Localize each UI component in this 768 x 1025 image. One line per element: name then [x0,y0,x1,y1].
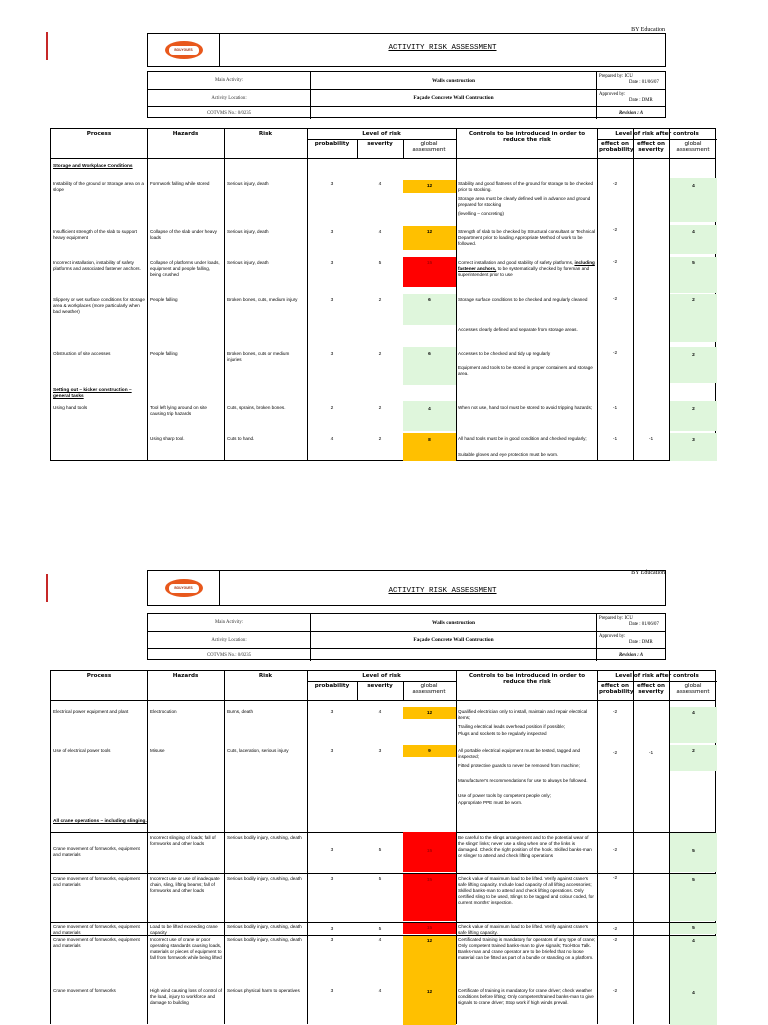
col-global-after: global assessment [676,683,710,696]
severity-cell: 5 [378,877,382,882]
risk-cell: Serious injury, death [227,260,269,265]
risk-cell: Serious injury, death [227,181,269,186]
probability-cell: 4 [330,437,334,442]
location-label: Activity Location: [211,637,247,643]
global-after-cell: 5 [692,877,695,883]
process-cell: Crane movement of formworks, equipment and materials [53,876,140,887]
global-after-cell: 2 [692,352,695,358]
control-text: Manufacturer's recommendations for use to always be followed. [458,778,588,783]
risk-cell: Serious bodily injury, crushing, death [227,937,302,942]
global-cell: 15 [426,926,433,931]
probability-cell: 3 [330,298,334,303]
global-cell: 4 [428,406,431,412]
global-after-cell: 4 [692,990,695,996]
risk-cell: Broken bones, cuts, medium injury [227,297,298,302]
logo-icon: BOUYGUES [165,579,203,597]
document-title: ACTIVITY RISK ASSESSMENT [388,44,497,52]
info-box [147,71,666,118]
probability-cell: 3 [330,749,334,754]
col-probability: probability [314,141,350,147]
page-margin-mark [46,574,48,602]
revision: Revision : A [596,649,665,661]
location-value: Façade Concrete Wall Contruction [310,632,596,648]
global-cell: 12 [426,229,433,235]
page-1 [0,0,768,470]
probability-cell: 3 [330,848,334,853]
probability-cell: 3 [330,989,334,994]
global-cell: 15 [426,848,433,854]
risk-cell: Serious bodily injury, crushing, death [227,876,302,881]
process-cell: Crane movement of formworks, equipment and materials [53,924,140,935]
risk-cell: Serious injury, death [227,229,269,234]
severity-cell: 5 [378,261,382,266]
process-cell: Crane movement of formworks, equipment and materials [53,937,140,948]
control-text: All hand tools must be in good condition and checked regularly; [458,436,587,441]
col-level-of-risk: Level of risk [362,673,401,679]
col-risk: Risk [258,673,273,679]
process-cell: Use of electrical power tools [53,748,111,753]
col-hazards: Hazards [172,673,199,679]
control-text: Storage surface conditions to be checked and regularly cleaned [458,297,588,302]
global-after-cell: 2 [692,748,695,754]
control-text: Use of power tools by competent people only; [458,793,551,798]
hazard-cell: Using sharp tool. [150,436,185,441]
prepared-by: Prepared by: ICU Date : 01/06/07 [596,614,665,631]
cotvms-number: COTVMS No.: 0/0235 [206,110,252,116]
hazard-cell: High wind causing loss of control of the load, injury to workforce and damage to building [150,988,223,1005]
risk-cell: Serious bodily injury, crushing, death [227,835,302,840]
probability-cell: 3 [330,710,334,715]
effect-severity-cell: -1 [648,437,654,442]
risk-cell: Cuts, sprains, broken bones. [227,405,286,410]
main-activity-label: Main Activity: [214,620,244,625]
org-label: BY Education [631,570,665,576]
probability-cell: 3 [330,877,334,882]
control-text: Suitable gloves and eye protection must be worn. [458,452,559,457]
col-effect-severity: effect on severity [637,683,665,696]
hazard-cell: Load to be lifted exceeding crane capacity [150,924,218,935]
col-effect-probability: effect on probability [599,683,634,696]
global-after-cell: 5 [692,848,695,854]
severity-cell: 2 [378,406,382,411]
control-text: Correct installation and good stability of safety platforms, including fastener anchors, to be systematically checked by foreman and superintendent prior to use [458,260,595,277]
global-after-cell: 4 [692,710,695,716]
probability-cell: 3 [330,261,334,266]
control-text: Appropriate PPE must be worn. [458,800,523,805]
section-heading: Storage and Workplace Conditions [53,164,133,169]
effect-probability-cell: -2 [612,182,618,187]
process-cell: Insufficient strength of the slab to support heavy equipment [53,229,137,240]
process-cell: Crane movement of formworks [53,988,116,993]
global-cell: 12 [426,989,433,995]
effect-probability-cell: -1 [612,437,618,442]
global-cell: 12 [426,710,433,716]
effect-probability-cell: -2 [612,848,618,853]
risk-cell: Broken bones, cuts or medium injuries [227,351,290,362]
control-text: Storage area must be clearly defined well in advance and ground prepared for stocking [458,196,591,207]
risk-table-1 [50,128,716,461]
approved-by: Approved by: Date : DMR [596,90,665,106]
col-hazards: Hazards [172,131,199,137]
probability-cell: 3 [330,230,334,235]
control-text: Be careful to the slings arrangement and to the potential wear of the slings' links; never use a sling when one of the links is damaged. Check the right position of the hook. Skilled banks-man or slinger to attend and check lifting operations [458,835,592,858]
control-text: Stability and good flatness of the ground for storage to be checked prior to stocking. [458,181,594,192]
page-margin-mark [46,32,48,60]
revision: Revision : A [596,107,665,119]
col-effect-probability: effect on probability [599,141,634,154]
document-title: ACTIVITY RISK ASSESSMENT [388,587,497,595]
global-cell: 6 [428,297,431,303]
severity-cell: 2 [378,352,382,357]
col-probability: probability [314,683,350,689]
effect-probability-cell: -2 [612,710,618,715]
page-2 [0,560,768,1024]
effect-probability-cell: -2 [612,751,618,756]
hazard-cell: Misuse [150,748,165,753]
effect-probability-cell: -2 [612,938,618,943]
control-text: Trailing electrical leads overhead position if possible; [458,724,566,729]
control-text: Qualified electrician only to install, maintain and repair electrical items; [458,709,588,720]
process-cell: Electrical power equipment and plant [53,709,129,714]
global-after-cell: 4 [692,938,695,944]
probability-cell: 3 [330,352,334,357]
global-after-cell: 2 [692,297,695,303]
col-controls: Controls to be introduced in order to reduce the risk [468,131,586,144]
effect-probability-cell: -2 [612,228,618,233]
col-global-after: global assessment [676,141,710,154]
section-heading: Setting out – kicker construction – general tasks [53,388,132,399]
global-after-cell: 3 [692,437,695,443]
effect-probability-cell: -2 [612,989,618,994]
hazard-cell: Formwork falling while stored [150,181,210,186]
global-after-cell: 4 [692,183,695,189]
control-text: Accesses clearly defined and separate from storage areas. [458,327,578,332]
risk-cell: Serious bodily injury, crushing, death [227,924,302,929]
global-cell: 6 [428,351,431,357]
severity-cell: 4 [378,938,382,943]
global-cell: 12 [426,184,433,189]
probability-cell: 3 [330,938,334,943]
hazard-cell: Collapse of the slab under heavy loads [150,229,217,240]
effect-probability-cell: -2 [612,297,618,302]
risk-cell: Serious physical harm to operatives [227,988,300,993]
control-text: Accesses to be checked and tidy up regularly [458,351,551,356]
process-cell: Using hand tools [53,405,88,410]
severity-cell: 4 [378,710,382,715]
process-cell: Instability of the ground or Storage area on a slope [53,181,144,192]
effect-severity-cell: -1 [648,751,654,756]
hazard-cell: People falling [150,351,178,356]
logo [148,34,220,66]
control-text: Certificate of training is mandatory for crane driver; check weather conditions before lifting; Only competent/trained banks-man to give signals to crane driver; Stop work if high winds prevail. [458,988,594,1005]
hazard-cell: Incorrect slinging of loads; fall of formworks and other loads [150,835,216,846]
global-cell: 8 [428,437,431,443]
hazard-cell: Collapse of platforms under loads, equipment and people falling, being crushed [150,260,220,277]
control-text: All portable electrical equipment must be tested, tagged and inspected; [458,748,581,759]
severity-cell: 4 [378,182,382,187]
control-text: Certificated training is mandatory for operators of any type of crane; Only competent trained banks-man to give signals; Tool-Box Talk. Banks-man and crane operator are to be briefed that no loose material can be fitted as part of a bundle or standing on a platform. [458,937,596,960]
col-after-controls: Level of risk after controls [615,673,699,679]
process-cell: Crane movement of formworks, equipment and materials [53,846,140,857]
severity-cell: 2 [378,437,382,442]
main-activity-value: Walls construction [310,72,596,89]
effect-probability-cell: -2 [612,927,618,932]
probability-cell: 2 [330,406,334,411]
col-process: Process [86,131,112,137]
approved-by: Approved by: Date : DMR [596,632,665,648]
global-after-cell: 2 [692,406,695,412]
process-cell: Slippery or wet surface conditions for storage area & workplaces (more particularly when bad weather) [53,297,145,314]
col-level-of-risk: Level of risk [362,131,401,137]
process-cell: Incorrect installation, instability of safety platforms and associated fastener anchors. [53,260,141,271]
col-risk: Risk [258,131,273,137]
prepared-by: Prepared by: ICU Date : 01/06/07 [596,72,665,89]
global-cell: 15 [426,877,433,883]
severity-cell: 5 [378,927,382,932]
col-severity: severity [367,683,393,689]
global-after-cell: 4 [692,229,695,235]
risk-table-2 [50,670,716,1024]
control-text: Equipment and tools to be stored in proper containers and storage area. [458,365,593,376]
severity-cell: 4 [378,230,382,235]
control-text: Strength of slab to be checked by Structural consultant or Technical Department prior to loading Appropriate Method of work to be followed. [458,229,596,246]
effect-probability-cell: -2 [612,876,618,881]
probability-cell: 3 [330,927,334,932]
col-after-controls: Level of risk after controls [615,131,699,137]
effect-probability-cell: -2 [612,260,618,265]
risk-cell: Cuts, laceration, serious injury [227,748,289,753]
main-activity-label: Main Activity: [214,78,244,83]
severity-cell: 3 [378,749,382,754]
logo [148,571,220,605]
effect-probability-cell: -2 [612,351,618,356]
global-cell: 12 [426,938,433,944]
col-controls: Controls to be introduced in order to reduce the risk [468,673,586,686]
global-cell: 15 [426,260,433,266]
location-value: Façade Concrete Wall Contruction [310,90,596,106]
hazard-cell: People falling [150,297,178,302]
control-text: When not use, hand tool must be stored to avoid tripping hazards; [458,405,593,410]
header-box [147,570,666,606]
col-process: Process [86,673,112,679]
control-text: Check value of maximum load to be lifted. Verify against crane's safe lifting capacity. [458,924,589,935]
severity-cell: 4 [378,989,382,994]
header-box [147,33,666,67]
hazard-cell: Incorrect use of crane or poor operating standards causing loads, materials or pieces of equipment to fall from formwork while being lifted [150,937,222,960]
risk-cell: Cuts to hand. [227,436,255,441]
info-box [147,613,666,660]
org-label: BY Education [631,27,665,33]
control-text: Check value of maximum load to be lifted. Verify against crane's safe lifting capacity. Include load capacity of all lifting accessories; Skilled banks-man to attend and check lifting operations. Only certified sling to be used, Slings to be tagged and colour coded, for current months' inspection. [458,876,594,905]
location-label: Activity Location: [211,95,247,101]
global-after-cell: 5 [692,260,695,266]
global-after-cell: 5 [692,926,695,931]
severity-cell: 5 [378,848,382,853]
section-heading: All crane operations – including slinging. [53,819,147,824]
severity-cell: 2 [378,298,382,303]
col-effect-severity: effect on severity [637,141,665,154]
hazard-cell: Incorrect use or use of inadequate chain, sling, lifting beams; fall of formworks and other loads [150,876,220,893]
control-text: Plugs and sockets to be regularly inspected [458,731,547,736]
hazard-cell: Tool left lying around on site causing trip hazards [150,405,207,416]
hazard-cell: Electrocution [150,709,177,714]
logo-icon: BOUYGUES [165,41,203,59]
process-cell: Obstruction of site accesses [53,351,111,356]
col-global: global assessment [412,141,446,154]
probability-cell: 3 [330,182,334,187]
col-global: global assessment [412,683,446,696]
global-cell: 9 [428,748,431,754]
risk-cell: Burns, death [227,709,254,714]
control-text: Fitted protective guards to never be removed from machine; [458,763,580,768]
cotvms-number: COTVMS No.: 0/0235 [206,652,252,658]
col-severity: severity [367,141,393,147]
control-text: (levelling – concreting) [458,211,504,216]
effect-probability-cell: -1 [612,406,618,411]
main-activity-value: Walls construction [310,614,596,631]
